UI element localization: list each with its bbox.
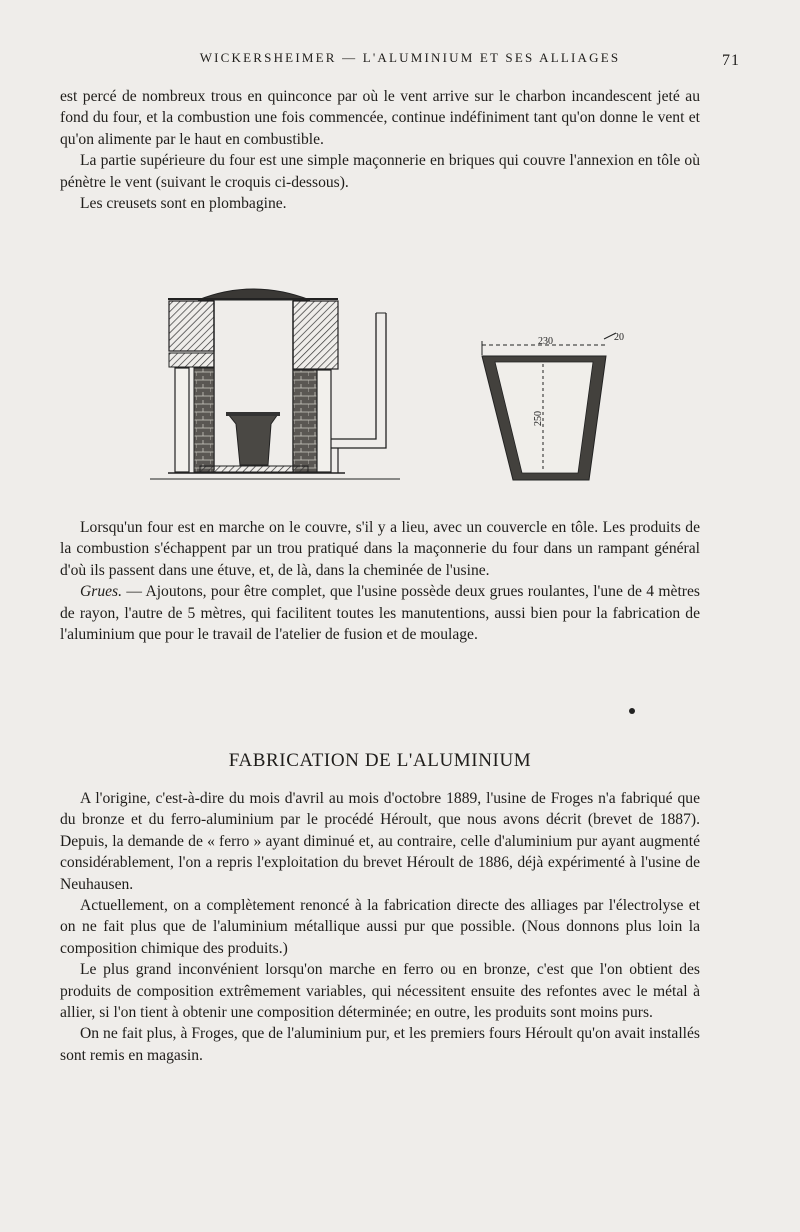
paragraph: Les creusets sont en plombagine. xyxy=(80,195,287,213)
paragraph: La partie supérieure du four est une simple maçonnerie en briques qui couvre l'annexion en tôle où pénètre le vent (suivant le croquis ci-dessous). xyxy=(60,152,700,191)
paragraph: A l'origine, c'est-à-dire du mois d'avril au mois d'octobre 1889, l'usine de Froges n'a fabriqué que du bronze et du ferro-aluminium par le procédé Héroult, que nous avons décrit (brevet de 1887). Depuis, la demande de « ferro » ayant diminué et, au contraire, celle d'aluminium pur ayant augmenté considérablement, l'on a repris l'exploitation du brevet Héroult de 1886, déjà expérimenté à l'usine de Neuhausen. xyxy=(60,790,700,893)
grues-text: — Ajoutons, pour être complet, que l'usine possède deux grues roulantes, l'une de 4 mètres de rayon, l'autre de 5 mètres, qui facilitent toutes les manutentions, aussi bien pour la fabrication de l'aluminium que pour le travail de l'atelier de fusion et de moulage. xyxy=(60,583,700,644)
furnace-operation-text xyxy=(60,517,700,645)
grues-paragraph xyxy=(60,581,700,645)
running-title: WICKERSHEIMER — L'ALUMINIUM ET SES ALLIAGES xyxy=(199,50,621,65)
paragraph: Lorsqu'un four est en marche on le couvre, s'il y a lieu, avec un couvercle en tôle. Les produits de la combustion s'échappent par un trou pratiqué dans la maçonnerie du four dans un rampant général d'où ils passent dans une étuve, et, de là, dans la cheminée de l'usine. xyxy=(60,519,700,579)
grues-lead: Grues. xyxy=(80,583,123,601)
furnace-section-drawing xyxy=(150,289,400,479)
paragraph: est percé de nombreux trous en quinconce par où le vent arrive sur le charbon incandescent jeté au fond du four, et la combustion une fois commencée, continue indéfiniment tant qu'on donne le vent et qu'on alimente par le haut en combustible. xyxy=(60,88,700,148)
page-number: 71 xyxy=(722,52,740,69)
paragraph: On ne fait plus, à Froges, que de l'aluminium pur, et les premiers fours Héroult qu'on avait installés sont remis en magasin. xyxy=(60,1025,700,1064)
paragraph: Actuellement, on a complètement renoncé à la fabrication directe des alliages par l'électrolyse et on ne fait plus que de l'aluminium métallique aussi pur que possible. (Nous donnons plus loin la composition chimique des produits.) xyxy=(60,897,700,957)
paragraph: Le plus grand inconvénient lorsqu'on marche en ferro ou en bronze, c'est que l'on obtient des produits de composition extrêmement variables, qui nécessitent ensuite des refontes avec le métal à allier, si l'on tient à obtenir une composition déterminée; en outre, les produits sont moins purs. xyxy=(60,961,700,1022)
section-heading: FABRICATION DE L'ALUMINIUM xyxy=(228,750,532,771)
crucible-width-label: 230 xyxy=(538,336,553,347)
printer-mark xyxy=(629,708,635,714)
crucible-height-label: 250 xyxy=(533,411,544,426)
crucible-section-drawing xyxy=(482,332,624,480)
fabrication-text xyxy=(60,788,700,1066)
furnace-and-crucible-figure xyxy=(0,0,800,510)
crucible-wall-label: 20 xyxy=(614,332,624,343)
